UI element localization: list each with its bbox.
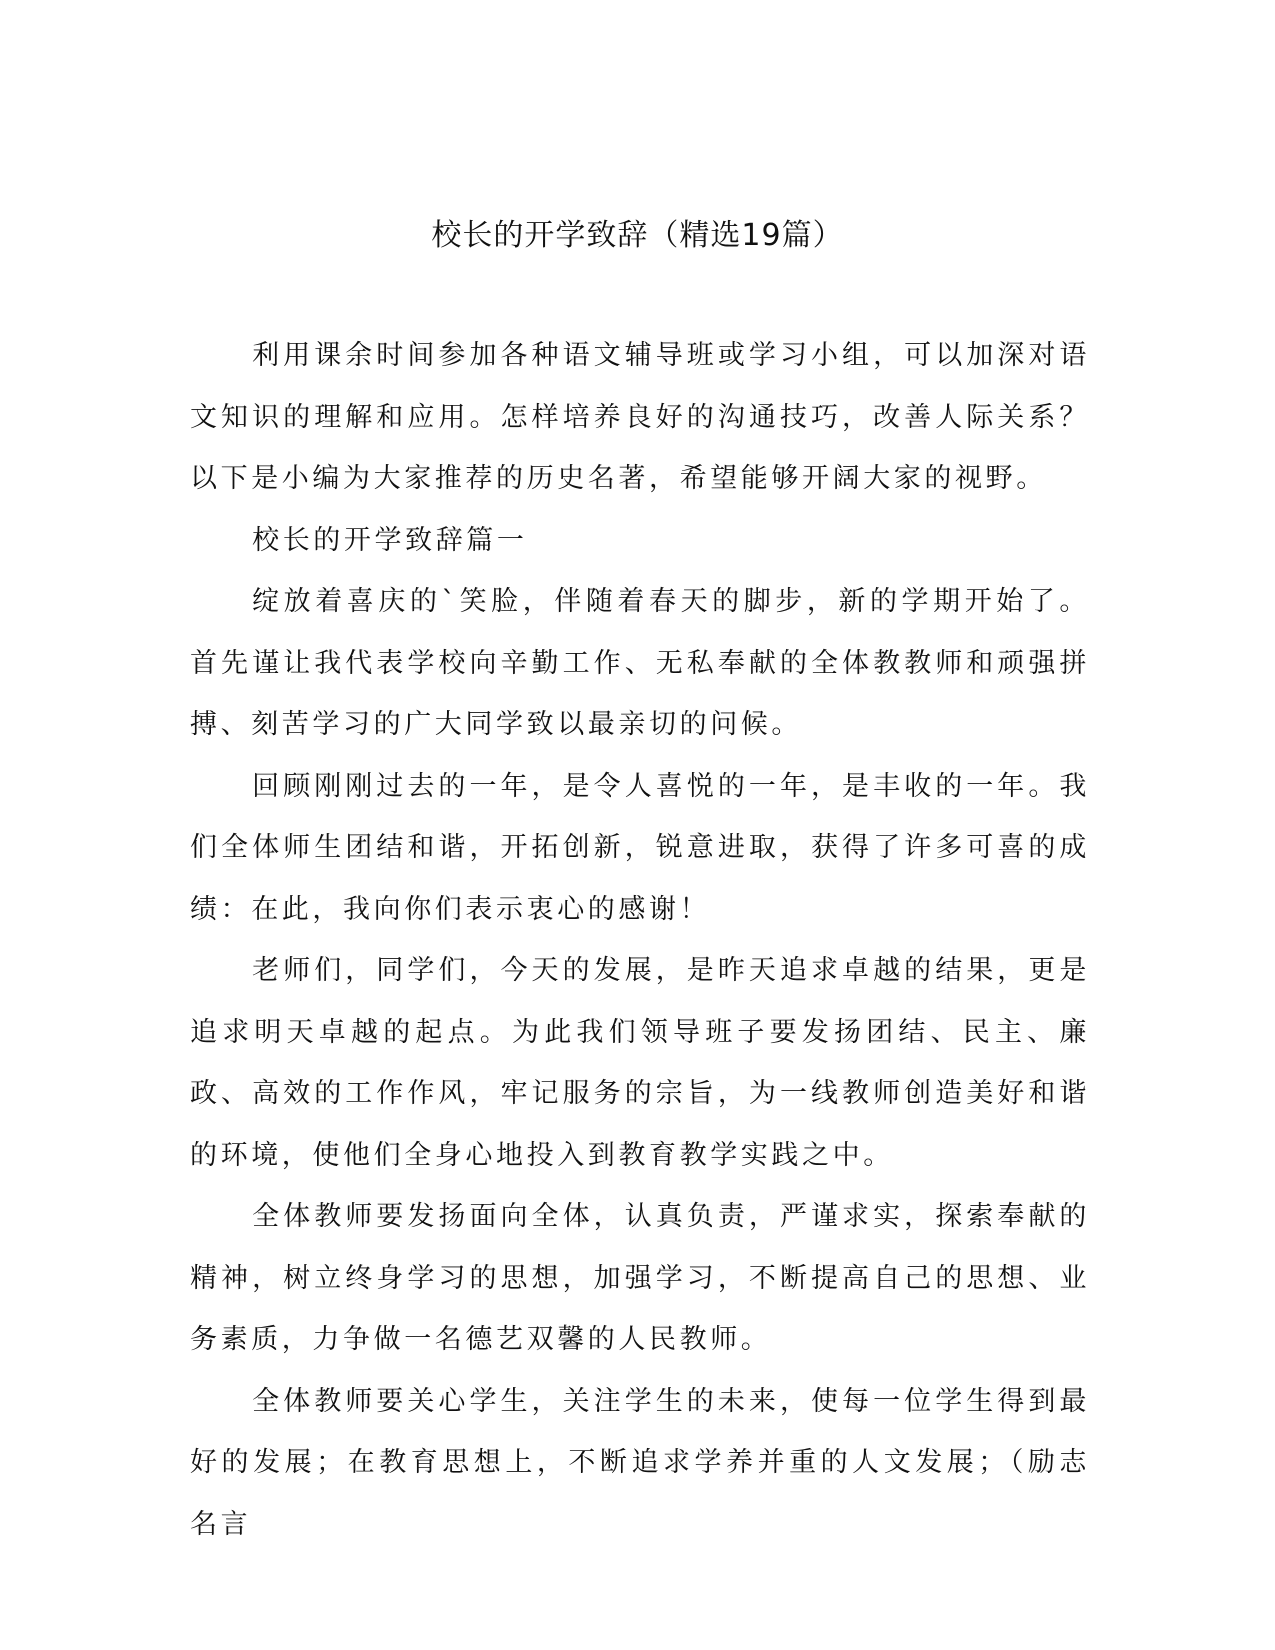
document-title: 校长的开学致辞（精选19篇） xyxy=(431,218,844,253)
paragraph: 老师们，同学们，今天的发展，是昨天追求卓越的结果，更是追求明天卓越的起点。为此我们领导班子要发扬团结、民主、廉政、高效的工作作风，牢记服务的宗旨，为一线教师创造美好和谐的环境，使他们全身心地投入到教育教学实践之中。 xyxy=(190,955,1090,1171)
paragraph: 回顾刚刚过去的一年，是令人喜悦的一年，是丰收的一年。我们全体师生团结和谐，开拓创新，锐意进取，获得了许多可喜的成绩：在此，我向你们表示衷心的感谢！ xyxy=(190,770,1090,925)
paragraph: 全体教师要关心学生，关注学生的未来，使每一位学生得到最好的发展；在教育思想上，不断追求学养并重的人文发展；（励志名言 xyxy=(190,1385,1090,1540)
section-heading: 校长的开学致辞篇一 xyxy=(252,524,528,556)
paragraph: 全体教师要发扬面向全体，认真负责，严谨求实，探索奉献的精神，树立终身学习的思想，加强学习，不断提高自己的思想、业务素质，力争做一名德艺双馨的人民教师。 xyxy=(190,1201,1090,1355)
paragraph: 绽放着喜庆的`笑脸，伴随着春天的脚步，新的学期开始了。首先谨让我代表学校向辛勤工作、无私奉献的全体教教师和顽强拼搏、刻苦学习的广大同学致以最亲切的问候。 xyxy=(190,586,1090,740)
document-body xyxy=(190,325,1090,1555)
paragraph-intro: 利用课余时间参加各种语文辅导班或学习小组，可以加深对语文知识的理解和应用。怎样培养良好的沟通技巧，改善人际关系？以下是小编为大家推荐的历史名著，希望能够开阔大家的视野。 xyxy=(190,340,1090,494)
